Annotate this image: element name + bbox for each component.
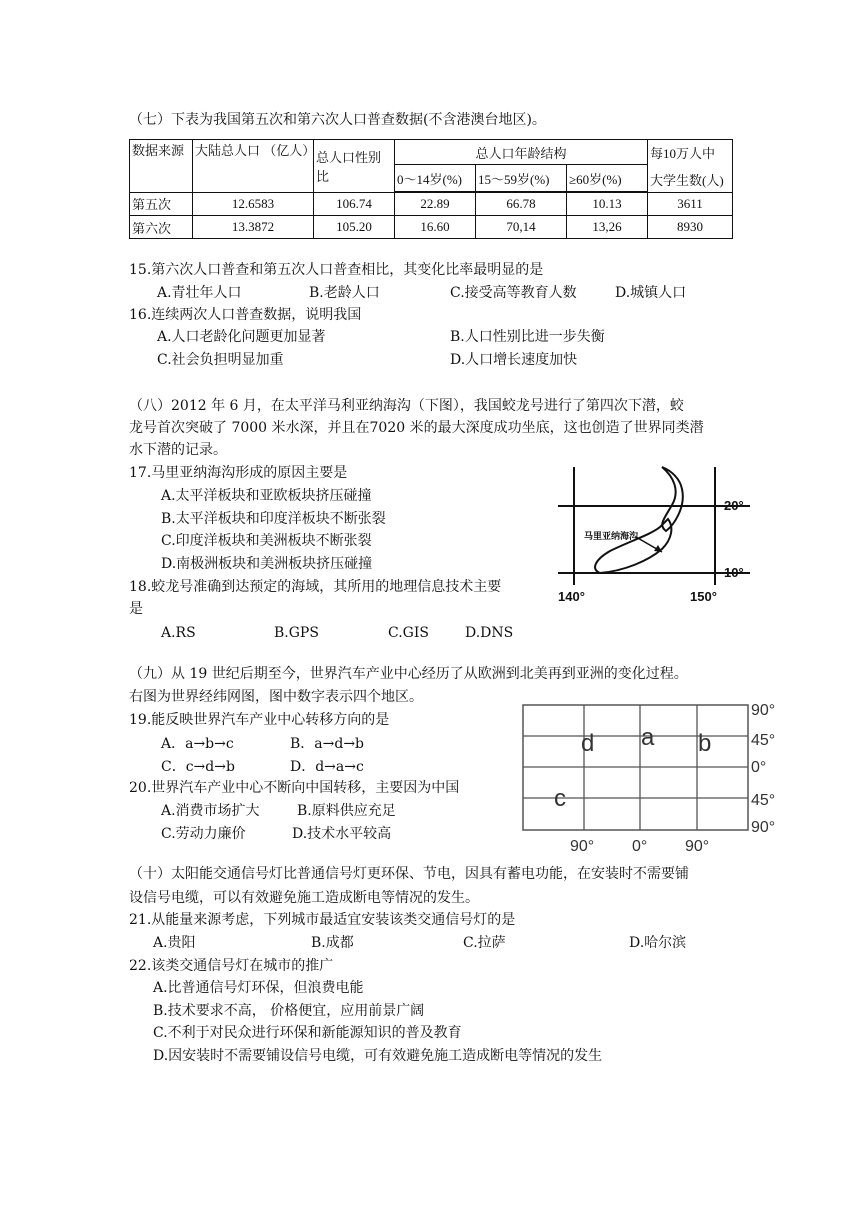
cell: 10.13 [567, 192, 648, 216]
world-graticule-map [520, 692, 790, 860]
cell: 66.78 [476, 192, 567, 216]
question-17: 17.马里亚纳海沟形成的原因主要是 [129, 465, 348, 481]
cell: 105.20 [314, 216, 395, 239]
q18-option-b: B.GPS [274, 625, 319, 641]
header-source: 数据来源 [130, 140, 193, 193]
q19-option-d: D．d→a→c [290, 759, 364, 775]
q21-option-a: A.贵阳 [153, 935, 196, 951]
q21-option-c: C.拉萨 [463, 935, 506, 951]
header-university-line2: 大学生数(人) [650, 172, 724, 188]
question-19: 19.能反映世界汽车产业中心转移方向的是 [129, 712, 390, 728]
q19-option-a: A．a→b→c [161, 736, 234, 752]
cell: 22.89 [395, 192, 476, 216]
cell: 12.6583 [193, 192, 314, 216]
q18-option-c: C.GIS [388, 625, 429, 641]
cell: 16.60 [395, 216, 476, 239]
question-20: 20.世界汽车产业中心不断向中国转移，主要因为中国 [129, 780, 460, 796]
cell: 第五次 [130, 192, 193, 216]
question-22: 22.该类交通信号灯在城市的推广 [129, 958, 334, 974]
section-9-intro-line1: （九）从 19 世纪后期至今，世界汽车产业中心经历了从欧洲到北美再到亚洲的变化过程。 [129, 666, 688, 682]
cell: 13.3872 [193, 216, 314, 239]
q16-option-c: C.社会负担明显加重 [157, 352, 284, 368]
question-18-line2: 是 [129, 601, 143, 617]
q15-option-c: C.接受高等教育人数 [450, 285, 577, 301]
region-a: a [641, 724, 655, 751]
q22-option-a: A.比普通信号灯环保，但浪费电能 [153, 980, 364, 996]
cell: 3611 [648, 192, 733, 216]
lat-label-90s: 90° [751, 819, 776, 836]
q20-option-d: D.技术水平较高 [292, 826, 392, 842]
header-age-60: ≥60岁(%) [567, 165, 648, 193]
header-age-0-14: 0～14岁(%) [395, 165, 476, 193]
q16-option-b: B.人口性别比进一步失衡 [450, 329, 605, 345]
lat-10-label: 10° [724, 565, 744, 580]
section-10-intro-line2: 设信号电缆，可以有效避免施工造成断电等情况的发生。 [129, 890, 479, 906]
q22-option-d: D.因安装时不需要铺设信号电缆，可有效避免施工造成断电等情况的发生 [153, 1048, 603, 1064]
census-table [129, 139, 733, 239]
q20-option-c: C.劳动力廉价 [161, 826, 246, 842]
lat-label-90n: 90° [751, 702, 776, 719]
section-8-intro-line3: 水下潜的记录。 [129, 442, 227, 458]
q21-option-b: B.成都 [311, 935, 354, 951]
header-age-structure: 总人口年龄结构 [395, 140, 648, 165]
question-18-line1: 18.蛟龙号准确到达预定的海域，其所用的地理信息技术主要 [129, 579, 502, 595]
region-c: c [554, 785, 566, 812]
header-university-line1: 每10万人中 [650, 145, 716, 161]
mariana-trench-map [540, 455, 780, 610]
q19-option-b: B．a→d→b [290, 736, 365, 752]
lat-20-label: 20° [724, 498, 744, 513]
lat-label-45n: 45° [751, 732, 776, 749]
lon-label-0: 0° [632, 838, 648, 855]
section-9-intro-line2: 右图为世界经纬网图，图中数字表示四个地区。 [129, 689, 423, 705]
region-d: d [581, 730, 595, 757]
lon-label-90e: 90° [685, 838, 710, 855]
lon-label-90w: 90° [570, 838, 595, 855]
q17-option-d: D.南极洲板块和美洲板块挤压碰撞 [161, 556, 373, 572]
header-sex-ratio: 总人口性别比 [314, 140, 395, 193]
q19-option-c: C．c→d→b [161, 759, 235, 775]
q18-option-d: D.DNS [465, 625, 514, 641]
section-10-intro-line1: （十）太阳能交通信号灯比普通信号灯更环保、节电，因具有蓄电功能，在安装时不需要铺 [129, 866, 689, 882]
header-age-15-59: 15～59岁(%) [476, 165, 567, 193]
q17-option-c: C.印度洋板块和美洲板块不断张裂 [161, 533, 372, 549]
lat-label-0: 0° [751, 759, 767, 776]
q21-option-d: D.哈尔滨 [629, 935, 687, 951]
trench-outline-south [595, 519, 671, 573]
cell: 8930 [648, 216, 733, 239]
cell: 106.74 [314, 192, 395, 216]
q15-option-b: B.老龄人口 [309, 285, 380, 301]
section-8-intro-line2: 龙号首次突破了 7000 米水深，并且在7020 米的最大深度成功坐底，这也创造了世界同类潜 [129, 420, 704, 436]
cell: 70,14 [476, 216, 567, 239]
q17-option-a: A.太平洋板块和亚欧板块挤压碰撞 [161, 488, 372, 504]
q15-option-a: A.青壮年人口 [157, 285, 242, 301]
table-row [130, 216, 733, 239]
q17-option-b: B.太平洋板块和印度洋板块不断张裂 [161, 511, 386, 527]
q16-option-d: D.人口增长速度加快 [450, 352, 578, 368]
trench-label: 马里亚纳海沟 [584, 531, 639, 541]
cell: 13,26 [567, 216, 648, 239]
region-b: b [698, 730, 712, 757]
question-15: 15.第六次人口普查和第五次人口普查相比，其变化比率最明显的是 [129, 262, 544, 278]
q20-option-a: A.消费市场扩大 [161, 803, 260, 819]
q20-option-b: B.原料供应充足 [297, 803, 396, 819]
lon-140-label: 140° [558, 589, 585, 604]
section-7-intro: （七）下表为我国第五次和第六次人口普查数据(不含港澳台地区)。 [129, 112, 546, 128]
lon-150-label: 150° [690, 589, 717, 604]
q18-option-a: A.RS [161, 625, 196, 641]
q15-option-d: D.城镇人口 [615, 285, 687, 301]
table-row [130, 192, 733, 216]
q16-option-a: A.人口老龄化问题更加显著 [157, 329, 326, 345]
question-16: 16.连续两次人口普查数据，说明我国 [129, 307, 362, 323]
q22-option-c: C.不利于对民众进行环保和新能源知识的普及教育 [153, 1025, 462, 1041]
header-total: 大陆总人口 （亿人） [193, 140, 314, 193]
header-university [648, 140, 733, 193]
section-8-intro-line1: （八）2012 年 6 月，在太平洋马利亚纳海沟（下图），我国蛟龙号进行了第四次下潜，蛟 [129, 398, 684, 414]
q22-option-b: B.技术要求不高， 价格便宜，应用前景广阔 [153, 1003, 425, 1019]
cell: 第六次 [130, 216, 193, 239]
lat-label-45s: 45° [751, 792, 776, 809]
question-21: 21.从能量来源考虑，下列城市最适宜安装该类交通信号灯的是 [129, 912, 516, 928]
